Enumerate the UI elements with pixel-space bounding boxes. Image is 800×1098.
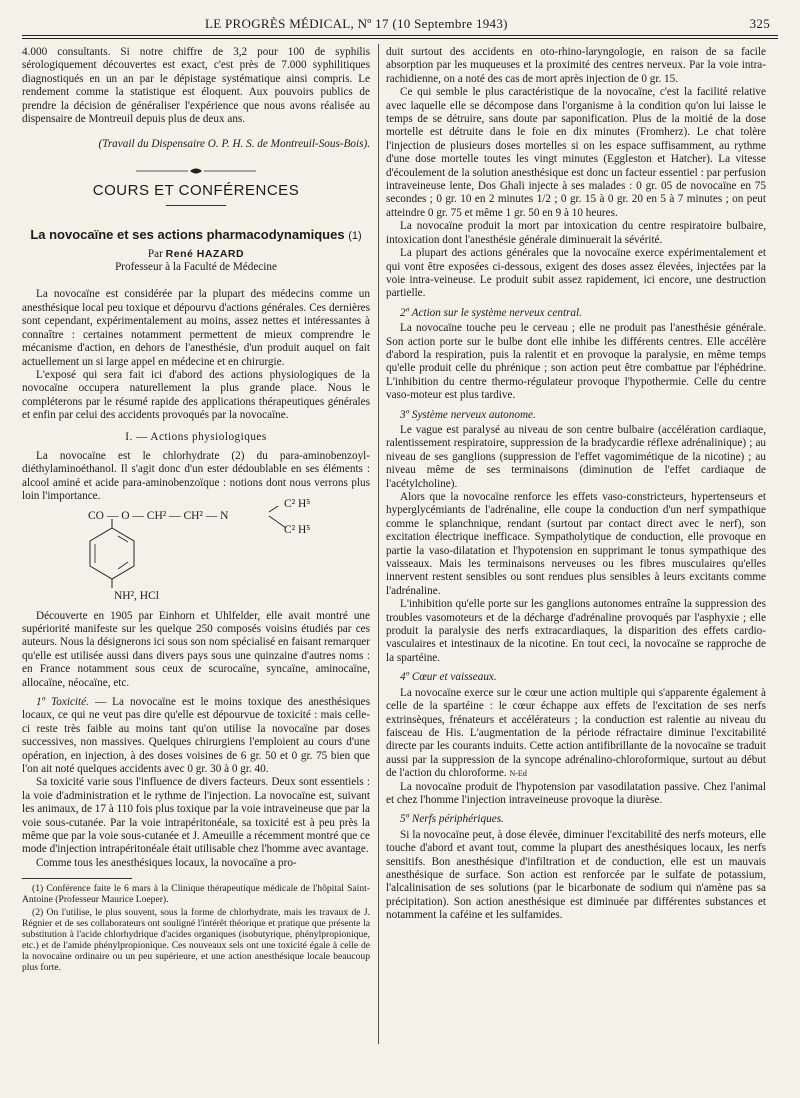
formula-ethyl-bottom: C² H⁵ xyxy=(284,523,311,536)
header-rule xyxy=(22,35,778,36)
right-paragraph-11: Si la novocaïne peut, à dose élevée, diminuer l'excitabilité des nerfs moteurs, elle touche d'abord et avant tout, comme la plupart des anesthésiques locaux, les nerfs sensitifs. Bon anesthésique d'infiltration et de conduction, elle est un mauvais anesthésique de surface. Son action est renforcée par le sulfate de potassium, l'alcalinisation de ses solutions (par le bicarbonate de sodium qui n'amène pas sa précipitation). Son action anesthésique est diminuée par différentes substances et notamment la caféine et les sulfamides. xyxy=(386,828,766,922)
ornament-divider xyxy=(22,166,370,176)
right-paragraph-1: duit surtout des accidents en oto-rhino-laryngologie, en raison de sa facile absorption par les muqueuses et la proximité des centres nerveux. Par la voie intra-rachidienne, on a noté des cas de mort après injection de 0 gr. 15. xyxy=(386,46,766,85)
chem-paragraph: La novocaïne est le chlorhydrate (2) du para-aminobenzoyl-diéthylaminoéthanol. Il s'agit donc d'un ester dédoublable en ses éléments : alcool aminé et acide para-aminobenzoïque : notions dont nous verrons plus loin l'importance. xyxy=(22,449,370,503)
column-divider xyxy=(378,44,379,1044)
toxicity-label: 1º Toxicité. xyxy=(36,696,89,708)
right-paragraph-6: Le vague est paralysé au niveau de son centre bulbaire (accélération cardiaque, ralentissement respiratoire, suppression de la bradycardie réflexe adrénalinique) ; au niveau de ses ganglions (suppression de l'effet vagomimétique de la nicotine) ; au niveau même de ses terminaisons (diminution de l'effet cardiaque de l'acétylcholine). xyxy=(386,423,766,490)
author-prefix: Par xyxy=(147,247,163,260)
article-title-note: (1) xyxy=(348,230,362,243)
article-title xyxy=(22,228,370,243)
right-paragraph-10: La novocaïne produit de l'hypotension par vasodilatation passive. Chez l'animal et chez l'homme l'injection intraveineuse provoque la diurèse. xyxy=(386,780,766,806)
formula-amine: NH², HCl xyxy=(114,589,159,602)
body-paragraph-4: Sa toxicité varie sous l'influence de divers facteurs. Deux sont essentiels : la voie d'administration et le rythme de l'injection. La novocaïne est, suivant les animaux, de 17 à 110 fois plus toxique par la voie intraveineuse que par la voie sous-cutanée. Par la voie intrapéritonéale, sa toxicité est à peu près la même que par la voie sous-cutanée et J. Ameuille a récemment montré que ce mode d'injection intrapéritonéale était utilisable chez l'homme avec avantage. xyxy=(22,776,370,856)
right-paragraph-2: Ce qui semble le plus caractéristique de la novocaïne, c'est la facilité relative avec laquelle elle se décompose dans l'organisme à la condition qu'on lui laisse le temps de se détruire, sans doute par saponification. Plus de la moitié de la dose mortelle est détruite dans le foie en dix minutes (Fromherz). Le chat tolère l'injection de plusieurs doses mortelles si on les espace suffisamment, au rythme d'une dose mortelle toutes les vingt minutes (Eggleston et Hatcher). La vitesse d'écoulement de la solution anesthésique est donc un facteur essentiel : par perfusion intraveineuse lente, Dos Ghali injecte à ses malades : 0 gr. 05 de novocaïne en 75 secondes ; 0 gr. 10 en 2 minutes 1/2 ; 0 gr. 15 à 0 gr. 20 en 5 à 7 minutes ; on peut atteindre 0 gr. 75 et même 1 gr. 50 en 9 à 10 heures. xyxy=(386,86,766,219)
heading-heart xyxy=(386,671,766,684)
left-column xyxy=(22,46,370,975)
body-paragraph-5: Comme tous les anesthésiques locaux, la novocaïne a pro- xyxy=(36,856,297,869)
right-paragraph-4: La plupart des actions générales que la novocaïne exerce expérimentalement et qui vont être exposées ci-dessous, exigent des doses assez élevées, injectées par la voie intra-veineuse. Le produit subit assez rapidement, ici encore, une destruction partielle. xyxy=(386,247,766,300)
heading-nervous-central-text: 2º Action sur le système nerveux central. xyxy=(400,306,582,319)
heading-nervous-central xyxy=(386,307,766,320)
work-credit: (Travail du Dispensaire O. P. H. S. de Montreuil-Sous-Bois). xyxy=(98,138,370,151)
footnote-rule xyxy=(22,878,132,879)
right-paragraph-7: Alors que la novocaïne renforce les effets vaso-constricteurs, hypertenseurs et hyperglycémiants de l'adrénaline, elle coupe la conduction d'un nerf sympathique comme le splanchnique, rendant (surtout par contact direct avec le nerf), son excitation électrique inefficace. Sympatholytique de conduction, elle provoque en partie la vaso-dilatation et l'hypotension en supprimant le tonus sympathique des vaisseaux. Mais les terminaisons nerveuses ou les fibres musculaires qu'elles innervent restent sensibles ou sont rendues plus sensibles à leurs excitants comme l'adrénaline. xyxy=(386,491,766,597)
heading-autonomic-text: 3º Système nerveux autonome. xyxy=(400,408,536,421)
footnote-2: (2) On l'utilise, le plus souvent, sous la forme de chlorhydrate, mais les travaux de J. Régnier et de ses collaborateurs ont souligné l'intérêt théorique et pratique que présente la substitution à l'acide chlorhydrique d'acides organiques (isobutyrique, phénylpropionique, etc.) et de l'amide phénylpropionique. Ces nouveaux sels ont une toxicité égale à celle de la novocaïne ordinaire ou un peu supérieure, et une action anesthésique locale beaucoup plus forte. xyxy=(22,907,370,974)
right-paragraph-8: L'inhibition qu'elle porte sur les ganglions autonomes entraîne la suppression des troubles vasomoteurs et de la décharge d'adrénaline provoqués par l'asphyxie ; elle produit la paralysie des nerfs extracardiaques, la disparition des effets cardio-vasculaires et intestinaux de la nicotine. En tout ceci, la novocaïne se rapproche de la spartéine. xyxy=(386,598,766,664)
right-paragraph-9-text: La novocaïne exerce sur le cœur une action multiple qui s'apparente également à celle de la spartéine : le cœur échappe aux effets de l'excitation de ses nerfs extrinsèques, frénateurs et accélérateurs ; la conduction est ralentie au niveau du faisceau de His. L'augmentation de la période réfractaire diminue l'excitabilité directe par les courants induits. Cette action antifibrillante de la novocaïne se traduit aussi par la suppression de la syncope adrénalino-chloroformique, surtout au début de l'action du chloroforme. xyxy=(386,686,766,780)
ornament-icon xyxy=(136,166,256,176)
right-paragraph-3: La novocaïne produit la mort par intoxication du centre respiratoire bulbaire, intoxication dont l'anesthésie générale diminuerait la sévérité. xyxy=(386,220,766,246)
heading-autonomic xyxy=(386,409,766,422)
toxicity-paragraph xyxy=(22,696,370,776)
body-paragraph-3: Découverte en 1905 par Einhorn et Uhlfelder, elle avait montré une supériorité manifeste sur les quelque 250 composés voisins étudiés par ces auteurs. Nous la désignerons ici sous son nom spécialisé en faisant remarquer qu'elle est utilisée aussi dans divers pays sous une quinzaine d'autres noms : en France notamment sous ceux de scurocaïne, syncaïne, aminocaïne, allocaïne, néocaïne, etc. xyxy=(22,609,370,689)
footnote-1: (1) Conférence faite le 6 mars à la Clinique thérapeutique médicale de l'hôpital Saint-Antoine (Professeur Maurice Loeper). xyxy=(22,883,370,906)
right-column xyxy=(386,46,766,923)
toxicity-text: — La novocaïne est le moins toxique des anesthésiques locaux, ce qui ne veut pas dire qu'elle est dépourvue de toxicité : mais celle-ci reste très faible au moins tant qu'on utilise la novocaïne par doses successives, non massives. Quelques chirurgiens l'emploient au cours d'une opération, en injection, à des doses voisines de 6 gr. 50 et 0 gr. 75 bien que l'on ait noté quelques accidents avec 0 gr. 30 à 0 gr. 40. xyxy=(22,696,370,776)
chemical-formula xyxy=(22,497,370,606)
page-number: 325 xyxy=(749,16,770,31)
right-paragraph-9 xyxy=(386,687,766,781)
formula-ethyl-top: C² H⁵ xyxy=(284,497,311,510)
header-rule-thin xyxy=(22,38,778,39)
heading-peripheral-text: 5º Nerfs périphériques. xyxy=(400,813,504,826)
heading-peripheral xyxy=(386,813,766,826)
running-header xyxy=(20,12,778,36)
intro-paragraph: 4.000 consultants. Si notre chiffre de 3,2 pour 100 de syphilis sérologiquement découvertes est exact, c'est près de 7.000 syphilitiques diagnostiqués en un an par le dépistage systématique ainsi compris. Le rendement comme la statistique est éloquent. Aux pouvoirs publics de prendre la décision de généraliser l'expérience que nous avons réalisée au dispensaire de Montreuil depuis plus de deux ans. xyxy=(22,46,370,126)
formula-chain: CO — O — CH² — CH² — N xyxy=(88,509,229,522)
section-title: COURS ET CONFÉRENCES xyxy=(92,181,300,199)
section-rule xyxy=(166,205,226,206)
author-affiliation: Professeur à la Faculté de Médecine xyxy=(115,261,277,274)
author-name: René HAZARD xyxy=(165,247,245,260)
heading-heart-text: 4º Cœur et vaisseaux. xyxy=(400,671,497,684)
article-title-text: La novocaïne et ses actions pharmacodynamiques xyxy=(30,227,345,243)
body-paragraph-2: L'exposé qui sera fait ici d'abord des actions physiologiques de la novocaïne occupera naturellement la plus grande place. Nous le compléterons par le résumé rapide des applications thérapeutiques générales et enfin par celui des accidents provoqués par la novocaïne. xyxy=(22,368,370,422)
journal-title: LE PROGRÈS MÉDICAL, Nº 17 (10 Septembre 1943) xyxy=(205,16,508,31)
body-paragraph-1: La novocaïne est considérée par la plupart des médecins comme un anesthésique local peu toxique et dépourvu d'actions générales. Ces dernières sont cependant, expérimentalement au moins, assez nettes et intéressantes à connaître : certaines notamment permettent de mieux comprendre le mécanisme d'action, en dehors de l'anesthésie, d'un produit auquel on fait actuellement un si large appel en médecine et en chirurgie. xyxy=(22,288,370,368)
printer-mark: N-Ed xyxy=(509,769,527,779)
right-paragraph-5: La novocaïne touche peu le cerveau ; elle ne produit pas l'anesthésie générale. Son action porte sur le bulbe dont elle inhibe les différents centres. Elle accélère d'abord la respiration, puis la ralentit et en provoque la paralysie, en même temps qu'elle produit celle du phrénique ; son action peut être combattue par l'éphédrine. L'inhibition du centre thermo-régulateur provoque l'hypothermie. Celle du centre vaso-moteur est plus tardive. xyxy=(386,322,766,402)
subsection-heading: I. — Actions physiologiques xyxy=(125,430,267,443)
author-line xyxy=(22,248,370,261)
